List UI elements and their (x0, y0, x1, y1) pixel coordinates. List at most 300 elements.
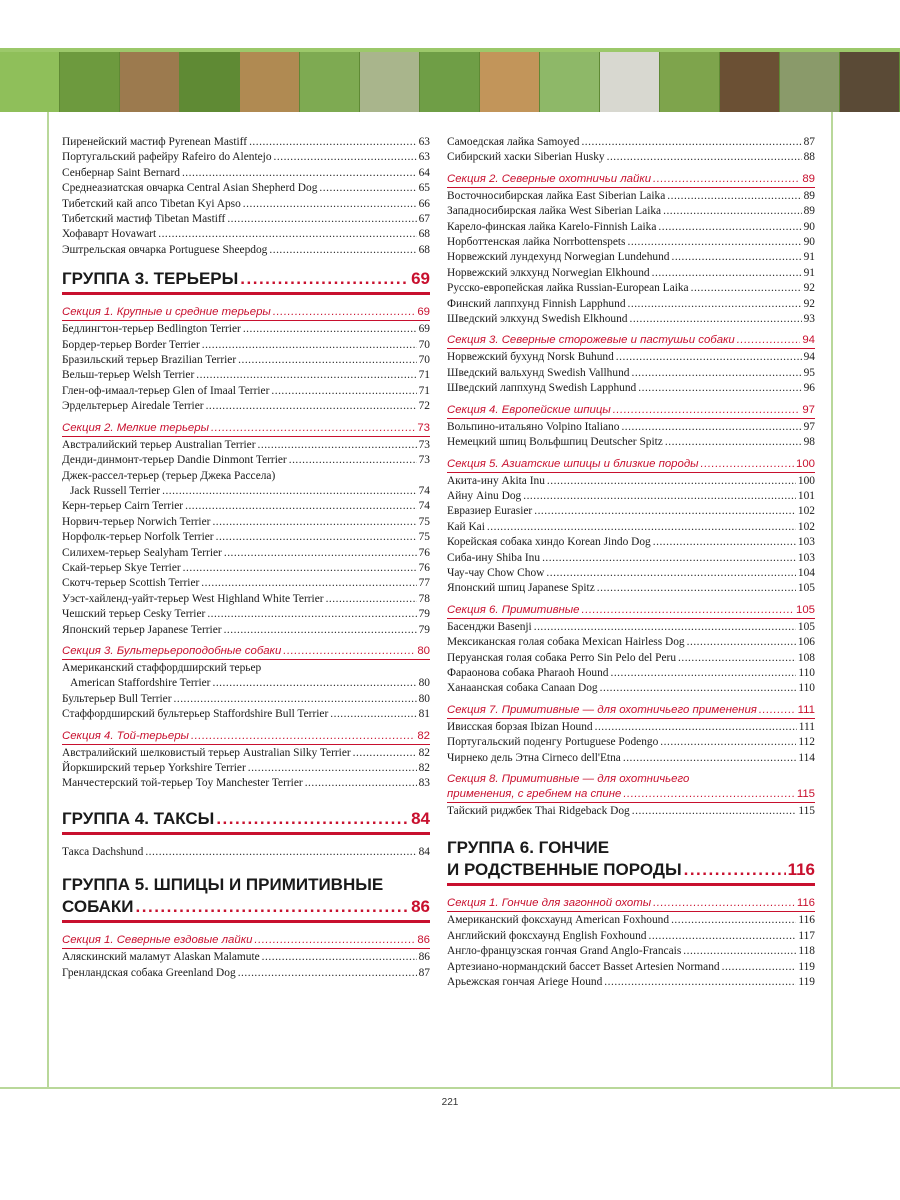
entry-page-number: 68 (418, 243, 430, 256)
toc-entry[interactable] (62, 530, 430, 545)
entry-title: Глен-оф-имаал-терьер Glen of Imaal Terrier (62, 384, 270, 397)
entry-page-number: 69 (418, 323, 430, 336)
entry-title: Басенджи Basenji (447, 620, 532, 633)
dot-leader (330, 707, 416, 722)
toc-entry[interactable] (447, 266, 815, 281)
dot-leader (653, 535, 796, 550)
entry-page-number: 82 (418, 762, 430, 774)
entry-title: Шведский элкхунд Swedish Elkhound (447, 313, 628, 326)
entry-title: Хофаварт Hovawart (62, 228, 157, 241)
group-heading[interactable]: И РОДСТВЕННЫЕ ПОРОДЫ ..... 116 (447, 859, 815, 886)
entry-page-number: 94 (803, 351, 815, 364)
entry-title: Чау-чау Chow Chow (447, 566, 545, 579)
toc-entry[interactable] (447, 620, 815, 635)
toc-entry[interactable] (62, 761, 430, 776)
toc-entry[interactable] (447, 535, 815, 550)
dog-photo-banner (0, 52, 900, 112)
dot-leader (610, 666, 796, 681)
section-heading[interactable]: Секция 4. Той-терьеры ..... 82 (62, 729, 430, 745)
entry-page-number: 105 (797, 620, 815, 633)
toc-entry[interactable] (447, 204, 815, 219)
toc-entry[interactable] (447, 135, 815, 150)
dog-photo (540, 52, 600, 112)
dot-leader (202, 338, 417, 353)
dog-photo (180, 52, 240, 112)
entry-page-number: 93 (803, 313, 815, 326)
toc-entry[interactable] (447, 566, 815, 581)
toc-entry[interactable] (62, 576, 430, 591)
entry-title: Норвежский элкхунд Norwegian Elkhound (447, 266, 650, 279)
toc-entry[interactable] (447, 929, 815, 944)
entry-page-number: 80 (418, 692, 430, 705)
toc-left-column (62, 135, 430, 981)
entry-page-number: 115 (798, 805, 815, 817)
toc-entry[interactable] (447, 751, 815, 766)
entry-page-number: 81 (418, 708, 430, 721)
entry-title: Сенбернар Saint Bernard (62, 166, 180, 179)
entry-page-number: 88 (803, 151, 815, 164)
entry-page-number: 73 (418, 454, 430, 467)
toc-entry[interactable] (447, 189, 815, 204)
toc-entry[interactable] (447, 312, 815, 327)
dot-leader (238, 353, 416, 368)
toc-entry[interactable] (447, 381, 815, 396)
entry-title: Японский терьер Japanese Terrier (62, 623, 222, 636)
toc-entry[interactable] (447, 150, 815, 165)
dot-leader (623, 751, 796, 766)
dot-leader (224, 623, 417, 638)
entry-page-number: 95 (803, 366, 815, 379)
frame-bottom (0, 1087, 900, 1089)
dot-leader (629, 312, 801, 327)
toc-entry[interactable] (62, 746, 430, 761)
entry-page-number: 75 (418, 515, 430, 528)
entry-page-number: 110 (798, 666, 815, 679)
dot-leader (258, 438, 417, 453)
dog-photo (840, 52, 900, 112)
toc-entry[interactable] (62, 353, 430, 368)
dot-leader (638, 381, 801, 396)
toc-entry[interactable] (447, 975, 815, 990)
page-number: 221 (441, 1097, 459, 1108)
entry-page-number: 63 (418, 151, 430, 164)
section-heading[interactable]: Секция 2. Северные охотничьи лайки ..... 89 (447, 172, 815, 188)
section-heading[interactable]: Секция 7. Примитивные — для охотничьего применения ..... 111 (447, 703, 815, 719)
dot-leader (534, 504, 796, 519)
entry-page-number: 108 (797, 651, 815, 664)
entry-title: Австралийский терьер Australian Terrier (62, 438, 256, 451)
dog-photo (720, 52, 780, 112)
entry-page-number: 111 (798, 720, 815, 733)
toc-entry[interactable] (62, 546, 430, 561)
entry-title: Норвич-терьер Norwich Terrier (62, 515, 211, 528)
toc-entry[interactable] (62, 399, 430, 414)
dot-leader (597, 581, 796, 596)
toc-right-column (447, 135, 815, 990)
dog-photo (300, 52, 360, 112)
dot-leader (216, 530, 417, 545)
toc-entry[interactable] (62, 384, 430, 399)
entry-title: Такса Dachshund (62, 845, 144, 858)
section-heading[interactable]: Секция 4. Европейские шпицы ..... 97 (447, 403, 815, 419)
entry-title: Перуанская голая собака Perro Sin Pelo del Peru (447, 651, 677, 664)
entry-title: Японский шпиц Japanese Spitz (447, 582, 595, 595)
toc-entry[interactable] (447, 720, 815, 735)
toc-entry[interactable] (447, 297, 815, 312)
entry-page-number: 101 (797, 489, 815, 502)
entry-title: Карело-финская лайка Karelo-Finnish Laika (447, 220, 657, 233)
entry-title: Сибирский хаски Siberian Husky (447, 151, 605, 164)
entry-page-number: 76 (418, 561, 430, 574)
group-heading[interactable]: ГРУППА 4. ТАКСЫ ..... 84 (62, 808, 430, 835)
section-heading[interactable]: Секция 1. Гончие для загонной охоты ..... 116 (447, 896, 815, 912)
dot-leader (269, 243, 416, 258)
dot-leader (353, 746, 417, 761)
entry-title: Немецкий шпиц Вольфшпиц Deutscher Spitz (447, 436, 663, 449)
toc-entry[interactable] (62, 181, 430, 196)
entry-title: Португальский поденгу Portuguese Podengo (447, 736, 659, 749)
dot-leader (691, 281, 802, 296)
group-heading[interactable]: ГРУППА 3. ТЕРЬЕРЫ ..... 69 (62, 268, 430, 295)
entry-page-number: 112 (798, 736, 815, 749)
entry-page-number: 118 (798, 945, 815, 958)
entry-page-number: 79 (418, 623, 430, 636)
dot-leader (621, 420, 801, 435)
dot-leader (206, 399, 417, 414)
frame-right (831, 112, 833, 1087)
entry-title: Йоркширский терьер Yorkshire Terrier (62, 762, 246, 774)
dot-leader (631, 366, 801, 381)
entry-page-number: 114 (798, 751, 815, 764)
toc-entry[interactable] (62, 499, 430, 514)
entry-title: Гренландская собака Greenland Dog (62, 966, 236, 979)
toc-entry[interactable] (62, 623, 430, 638)
entry-title: Американский фоксхаунд American Foxhound (447, 914, 670, 927)
section-heading[interactable]: Секция 2. Мелкие терьеры ..... 73 (62, 421, 430, 437)
entry-page-number: 104 (797, 566, 815, 579)
dot-leader (722, 960, 797, 975)
toc-entry[interactable] (447, 551, 815, 566)
entry-title: Скотч-терьер Scottish Terrier (62, 577, 200, 590)
toc-entry[interactable] (62, 322, 430, 337)
entry-page-number: 83 (418, 777, 430, 790)
toc-entry[interactable] (447, 944, 815, 959)
entry-page-number: 73 (418, 438, 430, 451)
section-heading[interactable]: Секция 1. Крупные и средние терьеры ..... 69 (62, 305, 430, 321)
toc-entry[interactable] (62, 966, 430, 981)
frame-left (47, 112, 49, 1087)
entry-page-number: 63 (418, 136, 430, 148)
dot-leader (262, 950, 417, 965)
entry-title: Тибетский кай апсо Tibetan Kyi Apso (62, 197, 241, 210)
toc-entry[interactable] (62, 338, 430, 353)
entry-title: Скай-терьер Skye Terrier (62, 561, 181, 574)
entry-title: Акита-ину Akita Inu (447, 474, 545, 487)
dot-leader (546, 566, 796, 581)
entry-page-number: 91 (803, 251, 815, 264)
entry-title: Кай Kai (447, 520, 485, 533)
dot-leader (652, 266, 802, 281)
dot-leader (648, 929, 796, 944)
toc-entry[interactable] (447, 435, 815, 450)
dot-leader (174, 692, 417, 707)
entry-page-number: 75 (418, 531, 430, 544)
entry-title: Евразиер Eurasier (447, 505, 533, 518)
entry-page-number: 117 (798, 929, 815, 942)
dot-leader (660, 735, 796, 750)
entry-page-number: 119 (798, 976, 815, 989)
toc-entry[interactable] (62, 776, 430, 791)
entry-title: Тибетский мастиф Tibetan Mastiff (62, 213, 226, 226)
dot-leader (243, 322, 417, 337)
entry-title: Силихем-терьер Sealyham Terrier (62, 546, 222, 559)
section-heading[interactable]: Секция 3. Северные сторожевые и пастушьи собаки ..... 94 (447, 333, 815, 349)
toc-entry[interactable] (447, 581, 815, 596)
toc-entry[interactable] (62, 592, 430, 607)
dot-leader (305, 776, 417, 791)
entry-title: Чирнеко дель Этна Cirneco dell'Etna (447, 751, 621, 764)
dot-leader (319, 181, 416, 196)
group-heading[interactable]: СОБАКИ ..... 86 (62, 896, 430, 923)
entry-title: Самоедская лайка Samoyed (447, 136, 580, 148)
section-heading[interactable]: Секция 1. Северные ездовые лайки ..... 86 (62, 933, 430, 949)
entry-title: Эштрельская овчарка Portuguese Sheepdog (62, 243, 268, 256)
dot-leader (658, 220, 801, 235)
entry-page-number: 119 (798, 960, 815, 973)
dot-leader (600, 681, 797, 696)
dot-leader (238, 966, 417, 981)
entry-page-number: 84 (418, 845, 430, 858)
toc-entry[interactable] (447, 474, 815, 489)
toc-entry[interactable] (447, 420, 815, 435)
toc-entry[interactable] (62, 212, 430, 227)
dog-photo (0, 52, 60, 112)
entry-page-number: 71 (418, 384, 430, 397)
section-heading[interactable]: Секция 6. Примитивные ..... 105 (447, 603, 815, 619)
toc-entry[interactable] (62, 197, 430, 212)
entry-page-number: 96 (803, 382, 815, 395)
entry-page-number: 89 (803, 205, 815, 218)
toc-entry[interactable] (62, 166, 430, 181)
entry-page-number: 72 (418, 400, 430, 413)
dot-leader (595, 720, 797, 735)
entry-page-number: 98 (803, 436, 815, 449)
entry-title: Уэст-хайленд-уайт-терьер West Highland White Terrier (62, 592, 324, 605)
toc-entry[interactable] (447, 651, 815, 666)
entry-title: Корейская собака хиндо Korean Jindo Dog (447, 536, 651, 549)
entry-title: Бордер-терьер Border Terrier (62, 338, 200, 351)
toc-entry[interactable] (62, 515, 430, 530)
entry-title: Вольпино-итальяно Volpino Italiano (447, 420, 620, 433)
dot-leader (523, 489, 796, 504)
dot-leader (683, 944, 796, 959)
dot-leader (607, 150, 802, 165)
entry-title: Бразильский терьер Brazilian Terrier (62, 354, 237, 367)
entry-title: Денди-динмонт-терьер Dandie Dinmont Terrier (62, 454, 287, 467)
entry-page-number: 116 (798, 914, 815, 927)
entry-title: Сиба-ину Shiba Inu (447, 551, 541, 564)
entry-title: Артезиано-нормандский бассет Basset Artesien Normand (447, 960, 720, 973)
toc-entry[interactable] (62, 950, 430, 965)
entry-page-number: 78 (418, 592, 430, 605)
toc-entry[interactable] (62, 150, 430, 165)
toc-entry[interactable]: Jack Russell Terrier ..... 74 (62, 484, 430, 499)
entry-title: Австралийский шелковистый терьер Australian Silky Terrier (62, 746, 351, 759)
entry-page-number: 64 (418, 166, 430, 179)
group-heading-line: ГРУППА 5. ШПИЦЫ И ПРИМИТИВНЫЕ (62, 875, 384, 895)
dot-leader (289, 453, 417, 468)
dot-leader (182, 166, 417, 181)
entry-page-number: 102 (797, 520, 815, 533)
toc-entry[interactable] (447, 350, 815, 365)
dot-leader (687, 635, 796, 650)
section-heading[interactable]: Секция 5. Азиатские шпицы и близкие породы ..... 100 (447, 457, 815, 473)
dot-leader (201, 576, 416, 591)
entry-page-number: 102 (797, 505, 815, 518)
entry-page-number: 89 (803, 189, 815, 202)
entry-title: Тайский риджбек Thai Ridgeback Dog (447, 805, 630, 817)
entry-page-number: 106 (797, 636, 815, 649)
entry-title: Фараонова собака Pharaoh Hound (447, 666, 609, 679)
dot-leader (249, 135, 417, 150)
entry-title: Шведский лаппхунд Swedish Lapphund (447, 382, 637, 395)
dog-photo (120, 52, 180, 112)
dog-photo (780, 52, 840, 112)
entry-page-number: 67 (418, 213, 430, 226)
toc-entry[interactable] (447, 366, 815, 381)
toc-entry[interactable] (447, 666, 815, 681)
entry-title: Норвежский лундехунд Norwegian Lundehund (447, 251, 670, 264)
dot-leader (671, 913, 796, 928)
entry-title: Финский лаппхунд Finnish Lapphund (447, 297, 626, 310)
toc-entry[interactable] (447, 804, 815, 819)
entry-title: Ивисская борзая Ibizan Hound (447, 720, 593, 733)
dot-leader (145, 845, 416, 860)
entry-page-number: 76 (418, 546, 430, 559)
dog-photo (600, 52, 660, 112)
entry-page-number: 90 (803, 220, 815, 233)
entry-page-number: 100 (797, 474, 815, 487)
entry-page-number: 91 (803, 266, 815, 279)
entry-title: Манчестерский той-терьер Toy Manchester Terrier (62, 777, 303, 790)
toc-entry[interactable] (447, 504, 815, 519)
dot-leader (547, 474, 796, 489)
dot-leader (271, 384, 416, 399)
entry-title: Мексиканская голая собака Mexican Hairless Dog (447, 636, 685, 649)
toc-entry[interactable] (62, 607, 430, 622)
toc-entry[interactable] (447, 220, 815, 235)
entry-title: Бедлингтон-терьер Bedlington Terrier (62, 323, 241, 336)
dot-leader (185, 499, 417, 514)
entry-title: Норботтенская лайка Norrbottenspets (447, 236, 626, 249)
entry-page-number: 87 (418, 966, 430, 979)
dot-leader (665, 435, 802, 450)
dot-leader (542, 551, 796, 566)
toc-entry[interactable] (447, 520, 815, 535)
dog-photo (420, 52, 480, 112)
entry-page-number: 79 (418, 608, 430, 621)
entry-page-number: 103 (797, 536, 815, 549)
toc-entry[interactable] (62, 438, 430, 453)
toc-entry[interactable] (62, 368, 430, 383)
entry-title: Стаффордширский бультерьер Staffordshire Bull Terrier (62, 708, 329, 721)
entry-page-number: 65 (418, 182, 430, 195)
entry-page-number: 105 (797, 582, 815, 595)
dot-leader (224, 546, 417, 561)
dot-leader (183, 561, 417, 576)
toc-entry[interactable] (62, 243, 430, 258)
entry-page-number: 68 (418, 228, 430, 241)
dot-leader (632, 804, 797, 819)
dot-leader (248, 761, 417, 776)
dot-leader (678, 651, 796, 666)
dot-leader (487, 520, 796, 535)
dot-leader (671, 250, 801, 265)
entry-title: Русско-европейская лайка Russian-European Laika (447, 282, 689, 295)
toc-entry[interactable] (447, 250, 815, 265)
dot-leader (667, 189, 801, 204)
section-heading[interactable]: Секция 3. Бультерьероподобные собаки ..... 80 (62, 644, 430, 660)
toc-entry[interactable] (447, 281, 815, 296)
dot-leader (604, 975, 796, 990)
entry-title: Бультерьер Bull Terrier (62, 692, 172, 705)
toc-entry[interactable] (447, 735, 815, 750)
entry-title: Ханаанская собака Canaan Dog (447, 682, 598, 695)
entry-title: Норфолк-терьер Norfolk Terrier (62, 531, 214, 544)
entry-title: Чешский терьер Cesky Terrier (62, 608, 206, 621)
entry-page-number: 110 (798, 682, 815, 695)
toc-entry[interactable] (447, 235, 815, 250)
entry-page-number: 92 (803, 282, 815, 295)
dot-leader (227, 212, 416, 227)
entry-title: Португальский рафейру Rafeiro do Alentejo (62, 151, 272, 164)
toc-entry[interactable] (447, 681, 815, 696)
entry-title: Западносибирская лайка West Siberian Laika (447, 205, 662, 218)
entry-title: Норвежский бухунд Norsk Buhund (447, 351, 614, 364)
entry-page-number: 87 (803, 136, 815, 148)
entry-title: Айну Ainu Dog (447, 489, 522, 502)
entry-page-number: 74 (418, 500, 430, 513)
toc-entry[interactable] (62, 453, 430, 468)
toc-entry[interactable] (62, 561, 430, 576)
toc-entry[interactable] (62, 845, 430, 860)
dot-leader (274, 150, 417, 165)
entry-title: Шведский вальхунд Swedish Vallhund (447, 366, 630, 379)
entry-page-number: 70 (418, 354, 430, 367)
toc-entry[interactable] (447, 913, 815, 928)
entry-title: Восточносибирская лайка East Siberian Laika (447, 189, 666, 202)
dot-leader (326, 592, 417, 607)
toc-entry-line: Джек-рассел-терьер (терьер Джека Рассела) (62, 469, 276, 482)
entry-page-number: 70 (418, 338, 430, 351)
entry-title: Вельш-терьер Welsh Terrier (62, 369, 195, 382)
toc-entry-line: Американский стаффордширский терьер (62, 661, 262, 674)
toc-entry[interactable] (62, 135, 430, 150)
dot-leader (616, 350, 802, 365)
toc-entry[interactable] (447, 635, 815, 650)
toc-entry[interactable] (62, 707, 430, 722)
toc-entry[interactable]: American Staffordshire Terrier ..... 80 (62, 676, 430, 691)
dot-leader (243, 197, 417, 212)
toc-entry[interactable] (447, 489, 815, 504)
toc-entry[interactable] (447, 960, 815, 975)
toc-entry[interactable] (62, 227, 430, 242)
dot-leader (627, 235, 801, 250)
dot-leader (207, 607, 416, 622)
section-heading[interactable]: применения, с гребнем на спине ..... 115 (447, 787, 815, 803)
dog-photo (360, 52, 420, 112)
toc-entry[interactable] (62, 692, 430, 707)
